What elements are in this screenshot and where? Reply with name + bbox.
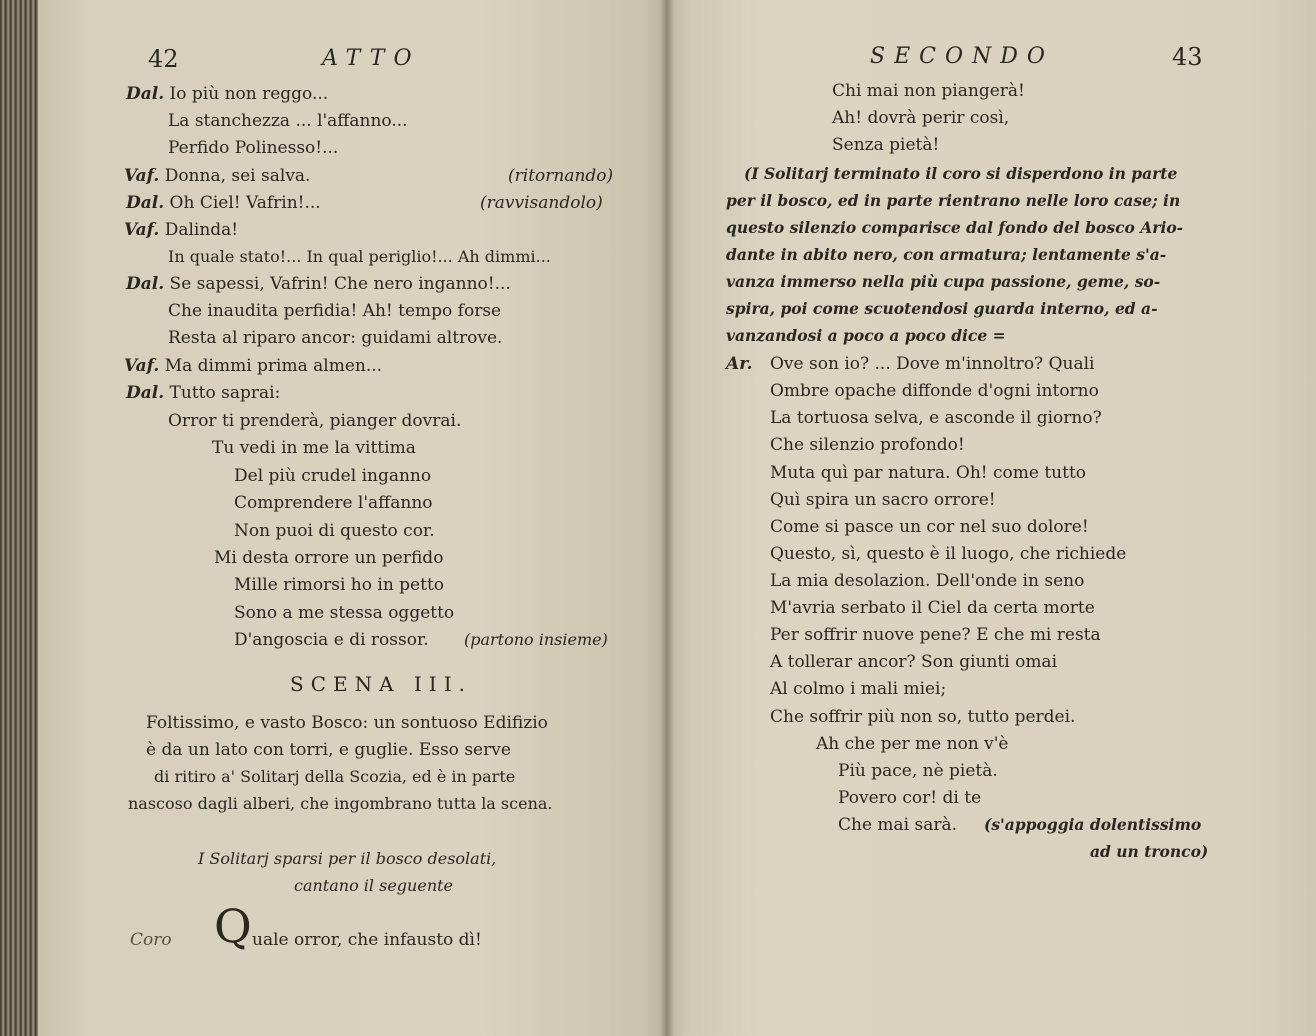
scene-description-line: è da un lato con torri, e guglie. Esso serve [146,740,511,760]
text-line: Ah che per me non v'è [816,734,1009,754]
speaker: Vaf. [124,220,160,240]
text-line: M'avria serbato il Ciel da certa morte [770,598,1095,618]
text-line: Che soffrir più non so, tutto perdei. [770,707,1076,727]
speaker: Dal. [126,383,165,403]
page-edges [0,0,38,1036]
text-line: Più pace, nè pietà. [838,761,998,781]
page-number-right: 43 [1172,43,1203,71]
text-line: In quale stato!... In qual periglio!... Ah dimmi... [168,247,551,266]
text-line: Al colmo i mali miei; [770,679,947,699]
stage-direction: (partono insieme) [464,630,608,649]
text-line: Povero cor! di te [838,788,982,808]
stage-direction: per il bosco, ed in parte rientrano nelle loro case; in [726,191,1181,210]
text-line: Quì spira un sacro orrore! [770,490,996,510]
stage-direction: cantano il seguente [294,876,454,895]
speaker: Vaf. [124,356,160,376]
book-gutter [660,0,674,1036]
drop-cap: Q [214,899,252,953]
chorus-line: uale orror, che infausto dì! [252,930,482,950]
speaker: Dal. [126,274,165,294]
text-line: Che silenzio profondo! [770,435,965,455]
text-line: Questo, sì, questo è il luogo, che richiede [770,544,1127,564]
left-page [38,0,666,1036]
text-line: Mille rimorsi ho in petto [234,575,445,595]
text-line: Orror ti prenderà, pianger dovrai. [168,411,462,431]
chorus-line: Senza pietà! [832,135,940,155]
running-header-right: SECONDO [870,44,1054,69]
text-line: Resta al riparo ancor: guidami altrove. [168,328,503,348]
text-line: Che inaudita perfidia! Ah! tempo forse [168,301,502,321]
text-line: Dal. Io più non reggo... [126,84,329,104]
stage-direction: (ravvisandolo) [480,193,603,213]
text-line: Mi desta orrore un perfido [214,548,444,568]
speaker: Dal. [126,193,165,213]
scene-description-line: Foltissimo, e vasto Bosco: un sontuoso Edifizio [146,713,548,733]
text-line: Non puoi di questo cor. [234,521,435,541]
text-line: La stanchezza ... l'affanno... [168,111,408,131]
text-line: Sono a me stessa oggetto [234,603,455,623]
stage-direction: vanzandosi a poco a poco dice = [726,326,1006,345]
chorus-line: Chi mai non piangerà! [832,81,1025,101]
text-line: La mia desolazion. Dell'onde in seno [770,571,1085,591]
stage-direction: dante in abito nero, con armatura; lentamente s'a- [726,245,1167,264]
text-line: Vaf. Ma dimmi prima almen... [124,356,383,376]
text-line: Del più crudel inganno [234,466,432,486]
text-line: Perfido Polinesso!... [168,138,339,158]
text-line: Per soffrir nuove pene? E che mi resta [770,625,1101,645]
text-line: Ove son io? ... Dove m'innoltro? Quali [770,354,1095,374]
scene-title: SCENA III. [290,672,472,696]
text-line: Comprendere l'affanno [234,493,433,513]
stage-direction: ad un tronco) [1090,842,1209,861]
running-header-left: ATTO [322,46,421,71]
speaker: Dal. [126,84,165,104]
text-line: Come si pasce un cor nel suo dolore! [770,517,1089,537]
text-line: Dal. Tutto saprai: [126,383,281,403]
stage-direction: (s'appoggia dolentissimo [984,815,1202,834]
text-line: Muta quì par natura. Oh! come tutto [770,463,1087,483]
page-number-left: 42 [148,45,179,73]
text-line: A tollerar ancor? Son giunti omai [770,652,1058,672]
text-line: Tu vedi in me la vittima [212,438,416,458]
scene-description-line: nascoso dagli alberi, che ingombrano tutta la scena. [128,794,553,813]
speaker: Ar. [726,354,753,374]
stage-direction: questo silenzio comparisce dal fondo del bosco Ario- [726,218,1184,237]
text-line: Vaf. Donna, sei salva. [124,166,311,186]
text-line: Vaf. Dalinda! [124,220,239,240]
text-line: Dal. Se sapessi, Vafrin! Che nero inganno!... [126,274,511,294]
text-line: La tortuosa selva, e asconde il giorno? [770,408,1102,428]
stage-direction: (ritornando) [508,166,614,186]
stage-direction: spira, poi come scuotendosi guarda interno, ed a- [726,299,1158,318]
text-line: Ombre opache diffonde d'ogni intorno [770,381,1099,401]
stage-direction: I Solitarj sparsi per il bosco desolati, [198,849,497,868]
speaker: Vaf. [124,166,160,186]
scene-description-line: di ritiro a' Solitarj della Scozia, ed è in parte [154,767,516,786]
chorus-line: Ah! dovrà perir così, [832,108,1010,128]
text-line: Che mai sarà. [838,815,958,835]
chorus-label: Coro [130,930,172,950]
text-line: Dal. Oh Ciel! Vafrin!... [126,193,321,213]
stage-direction: vanza immerso nella più cupa passione, geme, so- [726,272,1161,291]
text-line: D'angoscia e di rossor. [234,630,429,650]
stage-direction: (I Solitarj terminato il coro si disperdono in parte [744,164,1178,183]
right-page [666,0,1316,1036]
